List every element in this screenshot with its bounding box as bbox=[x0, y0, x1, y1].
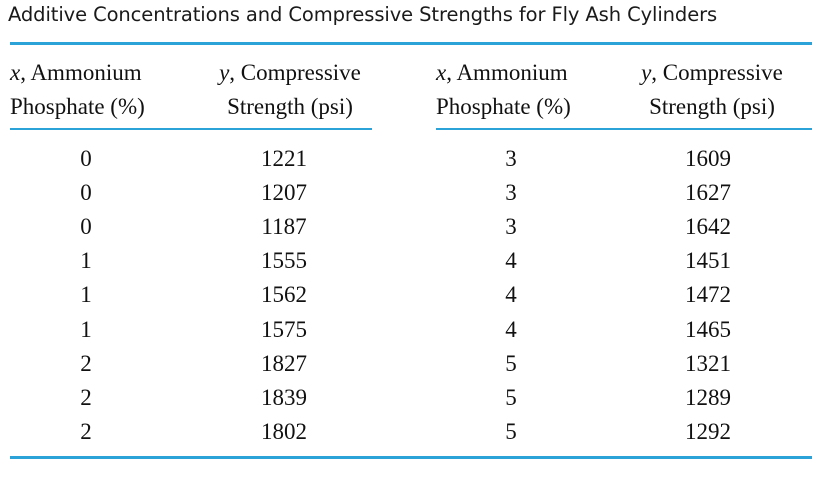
header-y-right bbox=[612, 56, 812, 124]
top-rule bbox=[10, 42, 812, 45]
header-x-line1: , Ammonium bbox=[20, 60, 142, 85]
header-x-line2: Phosphate (%) bbox=[436, 94, 571, 119]
cell-y-right: 1321 bbox=[685, 350, 731, 376]
cell-y-right: 1609 bbox=[685, 146, 731, 171]
cell-y-left: 1221 bbox=[261, 146, 307, 171]
cell-y-right: 1627 bbox=[685, 180, 731, 206]
cell-y-right: 1472 bbox=[685, 282, 731, 308]
cell-x-right: 5 bbox=[505, 350, 517, 376]
cell-y-left: 1802 bbox=[261, 418, 307, 444]
cell-x-left: 1 bbox=[80, 282, 92, 308]
cell-x-right: 4 bbox=[505, 316, 517, 342]
header-rule-left bbox=[10, 128, 372, 130]
cell-y-left: 1839 bbox=[261, 384, 307, 410]
cell-y-left: 1575 bbox=[261, 316, 307, 342]
header-x-right bbox=[436, 56, 571, 124]
header-x-var: x bbox=[436, 60, 447, 85]
cell-x-left: 0 bbox=[80, 180, 92, 206]
cell-y-right: 1465 bbox=[685, 316, 731, 342]
header-y-line1: , Compressive bbox=[229, 60, 361, 85]
cell-x-right: 3 bbox=[505, 146, 517, 171]
cell-y-left: 1187 bbox=[261, 214, 307, 240]
cell-x-left: 0 bbox=[80, 146, 92, 171]
cell-x-left: 1 bbox=[80, 248, 92, 274]
cell-x-left: 2 bbox=[80, 384, 92, 410]
header-y-line1: , Compressive bbox=[651, 60, 783, 85]
cell-x-left: 1 bbox=[80, 316, 92, 342]
header-y-var: y bbox=[219, 60, 230, 85]
cell-y-right: 1451 bbox=[685, 248, 731, 274]
cell-x-right: 4 bbox=[505, 282, 517, 308]
header-x-left bbox=[10, 56, 145, 124]
cell-x-right: 3 bbox=[505, 180, 517, 206]
cell-y-right: 1289 bbox=[685, 384, 731, 410]
cell-x-right: 4 bbox=[505, 248, 517, 274]
header-y-var: y bbox=[641, 60, 652, 85]
cell-x-right: 5 bbox=[505, 384, 517, 410]
cell-y-left: 1555 bbox=[261, 248, 307, 274]
cell-y-right: 1292 bbox=[685, 418, 731, 444]
header-x-line2: Phosphate (%) bbox=[10, 94, 145, 119]
cell-y-left: 1562 bbox=[261, 282, 307, 308]
cell-y-left: 1207 bbox=[261, 180, 307, 206]
cell-x-right: 5 bbox=[505, 418, 517, 444]
header-x-var: x bbox=[10, 60, 21, 85]
table-title: Additive Concentrations and Compressive Strengths for Fly Ash Cylinders bbox=[8, 3, 718, 26]
cell-y-left: 1827 bbox=[261, 350, 307, 376]
cell-x-left: 2 bbox=[80, 350, 92, 376]
header-y-line2: Strength (psi) bbox=[649, 94, 775, 119]
bottom-rule bbox=[10, 456, 812, 459]
header-y-left bbox=[190, 56, 390, 124]
cell-x-left: 0 bbox=[80, 214, 92, 240]
header-x-line1: , Ammonium bbox=[446, 60, 568, 85]
cell-x-right: 3 bbox=[505, 214, 517, 240]
cell-y-right: 1642 bbox=[685, 214, 731, 240]
header-y-line2: Strength (psi) bbox=[227, 94, 353, 119]
header-rule-right bbox=[436, 128, 812, 130]
cell-x-left: 2 bbox=[80, 418, 92, 444]
